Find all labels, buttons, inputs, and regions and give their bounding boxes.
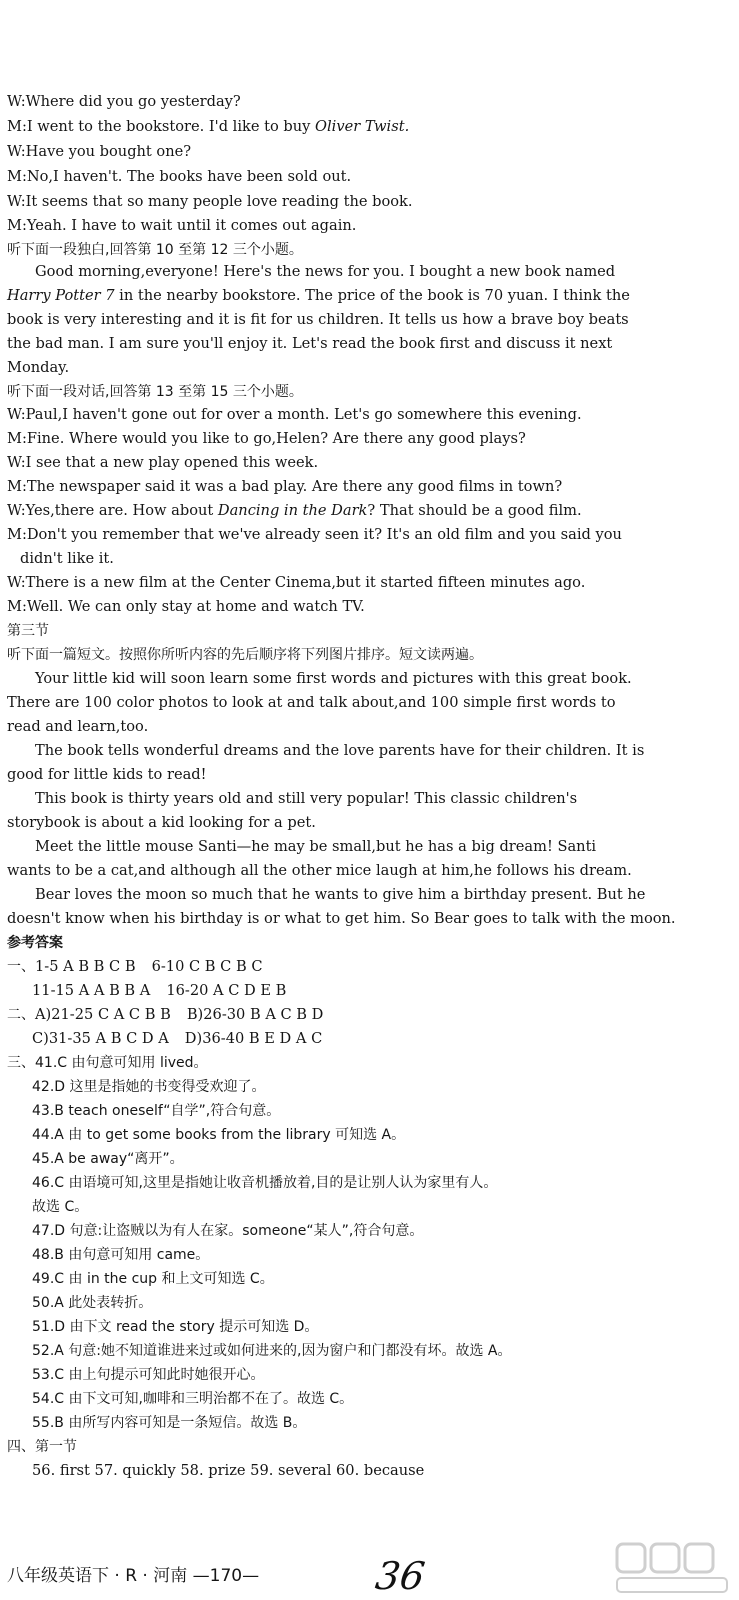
answers-21-25: A)21-25 C A C B B	[35, 1006, 171, 1023]
answer-46: 46.C 由语境可知,这里是指她让收音机播放着,目的是让别人认为家里有人。	[32, 1175, 498, 1191]
answer-41-text: 41.C 由句意可知用 lived。	[35, 1055, 208, 1071]
dialogue-2-line-8: W:There is a new film at the Center Cinema,but it started fifteen minutes ago.	[7, 574, 586, 591]
passage-line-6: This book is thirty years old and still very popular! This classic children's	[35, 790, 578, 807]
answer-42: 42.D 这里是指她的书变得受欢迎了。	[32, 1079, 266, 1095]
section-4-title: 四、第一节	[7, 1439, 77, 1455]
answer-49: 49.C 由 in the cup 和上文可知选 C。	[32, 1271, 274, 1287]
dialogue-1-line-4: M:No,I haven't. The books have been sold out.	[7, 168, 352, 185]
passage-line-5: good for little kids to read!	[7, 766, 207, 783]
monologue-line-1: Good morning,everyone! Here's the news for you. I bought a new book named	[35, 263, 616, 280]
answers-31-35: C)31-35 A B C D A	[32, 1030, 169, 1047]
answer-54: 54.C 由下文可知,咖啡和三明治都不在了。故选 C。	[32, 1391, 354, 1407]
monologue-line-2-text: in the nearby bookstore. The price of the book is 70 yuan. I think the	[114, 287, 630, 304]
monologue-line-5: Monday.	[7, 359, 70, 376]
monologue-line-3: book is very interesting and it is fit for us children. It tells us how a brave boy beats	[7, 311, 629, 328]
answer-44: 44.A 由 to get some books from the library 可知选 A。	[32, 1127, 406, 1143]
answers-part-1-row-1	[7, 957, 263, 977]
film-title-dancing-in-the-dark: Dancing in the Dark	[217, 502, 368, 519]
passage-line-11: doesn't know when his birthday is or what to get him. So Bear goes to talk with the moon.	[7, 910, 676, 927]
monologue-line-2	[7, 286, 630, 306]
dialogue-1-line-5: W:It seems that so many people love reading the book.	[7, 193, 413, 210]
answers-11-15: 11-15 A A B B A	[32, 982, 151, 999]
answer-50: 50.A 此处表转折。	[32, 1295, 153, 1311]
section-3-instruction: 听下面一篇短文。按照你所听内容的先后顺序将下列图片排序。短文读两遍。	[7, 647, 483, 663]
dialogue-1-line-3: W:Have you bought one?	[7, 143, 192, 160]
dialogue-1-line-6: M:Yeah. I have to wait until it comes out again.	[7, 217, 357, 234]
answers-1-5: 1-5 A B B C B	[35, 958, 136, 975]
answers-part-1-prefix: 一、	[7, 959, 35, 975]
answers-26-30: B)26-30 B A C B D	[186, 1006, 324, 1023]
answers-part-2-row-1	[7, 1005, 323, 1025]
handwritten-page-number: 36	[372, 1554, 428, 1598]
answer-47: 47.D 句意:让盗贼以为有人在家。someone“某人”,符合句意。	[32, 1223, 424, 1239]
answer-43: 43.B teach oneself“自学”,符合句意。	[32, 1103, 281, 1119]
answers-title: 参考答案	[7, 935, 63, 951]
passage-line-7: storybook is about a kid looking for a pet.	[7, 814, 316, 831]
answer-55: 55.B 由所写内容可知是一条短信。故选 B。	[32, 1415, 307, 1431]
dialogue-2-line-5-b: ? That should be a good film.	[367, 502, 582, 519]
book-title-oliver-twist: Oliver Twist.	[315, 118, 410, 135]
answers-part-1-row-2	[32, 981, 286, 1001]
answer-45: 45.A be away“离开”。	[32, 1151, 184, 1167]
answers-16-20: 16-20 A C D E B	[166, 982, 287, 999]
answer-41	[7, 1053, 208, 1073]
answers-36-40: D)36-40 B E D A C	[184, 1030, 323, 1047]
answers-6-10: 6-10 C B C B C	[151, 958, 263, 975]
answers-56-60: 56. first 57. quickly 58. prize 59. several 60. because	[32, 1462, 425, 1479]
dialogue-2-line-6: M:Don't you remember that we've already seen it? It's an old film and you said you	[7, 526, 622, 543]
dialogue-2-line-9: M:Well. We can only stay at home and watch TV.	[7, 598, 365, 615]
dialogue-1-line-1: W:Where did you go yesterday?	[7, 93, 241, 110]
answers-part-2-prefix: 二、	[7, 1007, 35, 1023]
dialogue-1-line-2-text: M:I went to the bookstore. I'd like to buy	[7, 118, 316, 135]
passage-line-4: The book tells wonderful dreams and the love parents have for their children. It is	[35, 742, 645, 759]
answers-part-3-prefix: 三、	[7, 1055, 35, 1071]
passage-line-10: Bear loves the moon so much that he wants to give him a birthday present. But he	[35, 886, 646, 903]
watermark-logo-icon	[613, 1540, 731, 1596]
dialogue-2-line-2: M:Fine. Where would you like to go,Helen? Are there any good plays?	[7, 430, 526, 447]
answer-52: 52.A 句意:她不知道谁进来过或如何进来的,因为窗户和门都没有坏。故选 A。	[32, 1343, 512, 1359]
instruction-10-12: 听下面一段独白,回答第 10 至第 12 三个小题。	[7, 242, 303, 258]
passage-line-3: read and learn,too.	[7, 718, 149, 735]
dialogue-2-line-4: M:The newspaper said it was a bad play. Are there any good films in town?	[7, 478, 563, 495]
dialogue-1-line-2	[7, 117, 409, 137]
answers-part-2-row-2	[32, 1029, 322, 1049]
instruction-13-15: 听下面一段对话,回答第 13 至第 15 三个小题。	[7, 384, 303, 400]
dialogue-2-line-1: W:Paul,I haven't gone out for over a month. Let's go somewhere this evening.	[7, 406, 582, 423]
answer-48: 48.B 由句意可知用 came。	[32, 1247, 210, 1263]
dialogue-2-line-5	[7, 501, 582, 521]
passage-line-9: wants to be a cat,and although all the other mice laugh at him,he follows his dream.	[7, 862, 632, 879]
passage-line-2: There are 100 color photos to look at and talk about,and 100 simple first words to	[7, 694, 616, 711]
page-footer: 八年级英语下 · R · 河南 —170—	[7, 1566, 260, 1586]
passage-line-8: Meet the little mouse Santi—he may be small,but he has a big dream! Santi	[35, 838, 597, 855]
passage-line-1: Your little kid will soon learn some first words and pictures with this great book.	[35, 670, 632, 687]
dialogue-2-line-3: W:I see that a new play opened this week.	[7, 454, 319, 471]
dialogue-2-line-5-a: W:Yes,there are. How about	[7, 502, 218, 519]
book-title-harry-potter: Harry Potter 7	[7, 287, 115, 304]
section-3-title: 第三节	[7, 623, 49, 639]
answer-46-continued: 故选 C。	[32, 1199, 89, 1215]
dialogue-2-line-7: didn't like it.	[20, 550, 114, 567]
answer-53: 53.C 由上句提示可知此时她很开心。	[32, 1367, 265, 1383]
monologue-line-4: the bad man. I am sure you'll enjoy it. Let's read the book first and discuss it next	[7, 335, 613, 352]
answer-51: 51.D 由下文 read the story 提示可知选 D。	[32, 1319, 319, 1335]
